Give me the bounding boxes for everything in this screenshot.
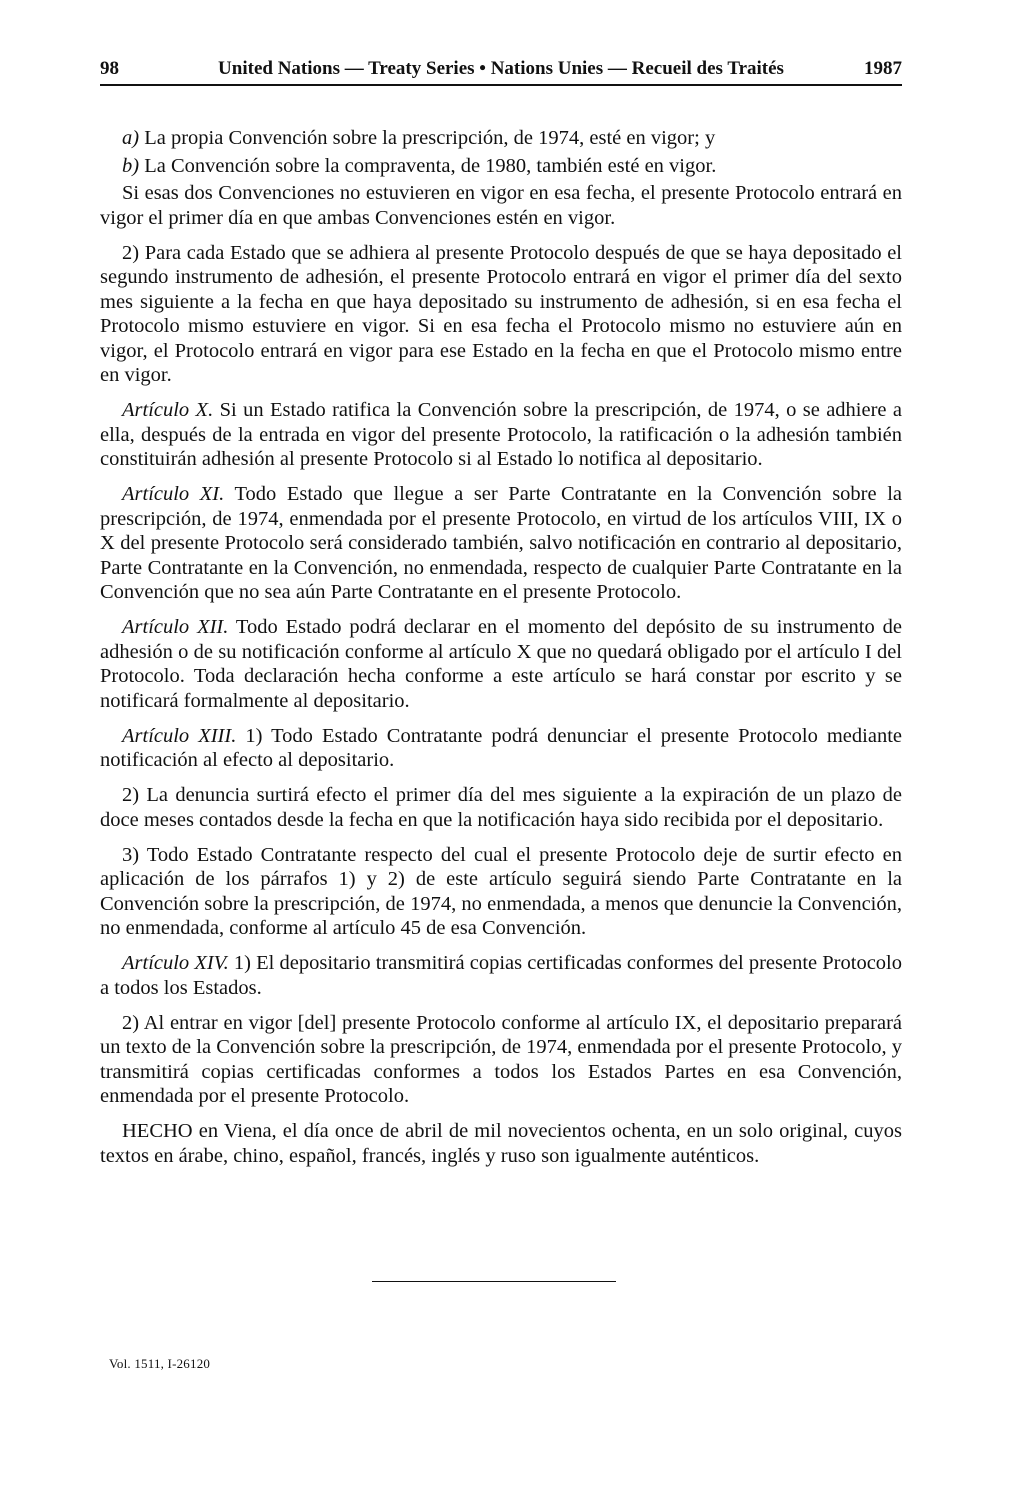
article-xiv-1 [100,951,902,1000]
item-a [122,126,902,151]
article-xiii-1-text: 1) Todo Estado Contratante podrá denunciar el presente Protocolo mediante notificación al efecto al depositario. [100,724,902,771]
volume-reference: Vol. 1511, I-26120 [109,1356,211,1371]
series-title: United Nations — Treaty Series • Nations Unies — Recueil des Traités [218,58,784,79]
article-xi-text: Todo Estado que llegue a ser Parte Contratante en la Convención sobre la prescripción, de 1974, enmendada por el presente Protocolo, en virtud de los artículos VIII, IX o X del presente Protocolo será considerado también, salvo notificación en contrario al depositario, Parte Contratante en la Convención, no enmendada, respecto de cualquier Parte Contratante en la Convención que no sea aún Parte Contratante en el presente Protocolo. [100,483,902,603]
article-xiv-1-text: 1) El depositario transmitirá copias certificadas conformes del presente Protocolo a todos los Estados. [100,952,903,999]
document-body [100,126,903,1179]
article-xiii-1 [100,724,902,773]
closing-rule [372,1281,616,1282]
done-at-vienna: HECHO en Viena, el día once de abril de mil novecientos ochenta, en un solo original, cuyos textos en árabe, chino, español, francés, inglés y ruso son igualmente auténticos. [100,1120,902,1167]
running-header [100,54,902,86]
article-xiv-2: 2) Al entrar en vigor [del] presente Protocolo conforme al artículo IX, el depositario preparará un texto de la Convención sobre la prescripción, de 1974, enmendada por el presente Protocolo, y transmitirá copias certificadas conformes a todos los Estados Partes en esa Convención, enmendada por el presente Protocolo. [100,1011,902,1107]
header-year: 1987 [864,58,902,79]
item-a-text: La propia Convención sobre la prescripción, de 1974, esté en vigor; y [139,127,716,149]
article-xii-text: Todo Estado podrá declarar en el momento del depósito de su instrumento de adhesión o de su notificación conforme al artículo X que no quedará obligado por el artículo I del Protocolo. Toda declaración hecha conforme a este artículo se hará constar por escrito y se notificará formalmente al depositario. [100,616,902,712]
article-xi-heading: Artículo XI. [122,483,225,505]
article-xii-heading: Artículo XII. [122,616,229,638]
article-xiv-heading: Artículo XIV. [122,952,229,974]
article-xii [100,615,902,713]
article-xiii-heading: Artículo XIII. [122,724,237,747]
article-xiii-2: 2) La denuncia surtirá efecto el primer día del mes siguiente a la expiración de un plazo de doce meses contados desde la fecha en que la notificación haya sido recibida por el depositario. [100,784,902,831]
article-x [100,398,902,472]
article-x-heading: Artículo X. [122,399,214,421]
item-b-label: b) [122,154,140,177]
item-a-label: a) [122,127,140,149]
paragraph-2: 2) Para cada Estado que se adhiera al presente Protocolo después de que se haya depositado el segundo instrumento de adhesión, el presente Protocolo entrará en vigor el primer día del sexto mes siguiente a la fecha en que haya depositado su instrumento de adhesión, si en esa fecha el Protocolo mismo estuviere en vigor. Si en esa fecha el Protocolo mismo no estuviere aún en vigor, el Protocolo entrará en vigor para ese Estado en la fecha en que el Protocolo mismo entre en vigor. [100,241,902,386]
page-number: 98 [100,58,119,79]
article-xiii-3: 3) Todo Estado Contratante respecto del cual el presente Protocolo deje de surtir efecto en aplicación de los párrafos 1) y 2) de este artículo seguirá siendo Parte Contratante en la Convención sobre la prescripción, de 1974, no enmendada, a menos que denuncie la Convención, no enmendada, conforme al artículo 45 de esa Convención. [100,843,902,939]
paragraph-entry-condition: Si esas dos Convenciones no estuvieren en vigor en esa fecha, el presente Protocolo entrará en vigor el primer día en que ambas Convenciones estén en vigor. [100,182,902,229]
item-b [122,154,902,179]
item-b-text: La Convención sobre la compraventa, de 1980, también esté en vigor. [139,154,717,177]
article-x-text: Si un Estado ratifica la Convención sobre la prescripción, de 1974, o se adhiere a ella, después de la entrada en vigor del presente Protocolo, la ratificación o la adhesión también constituirán adhesión al presente Protocolo si al Estado lo notifica al depositario. [100,399,902,470]
article-xi [100,482,902,605]
